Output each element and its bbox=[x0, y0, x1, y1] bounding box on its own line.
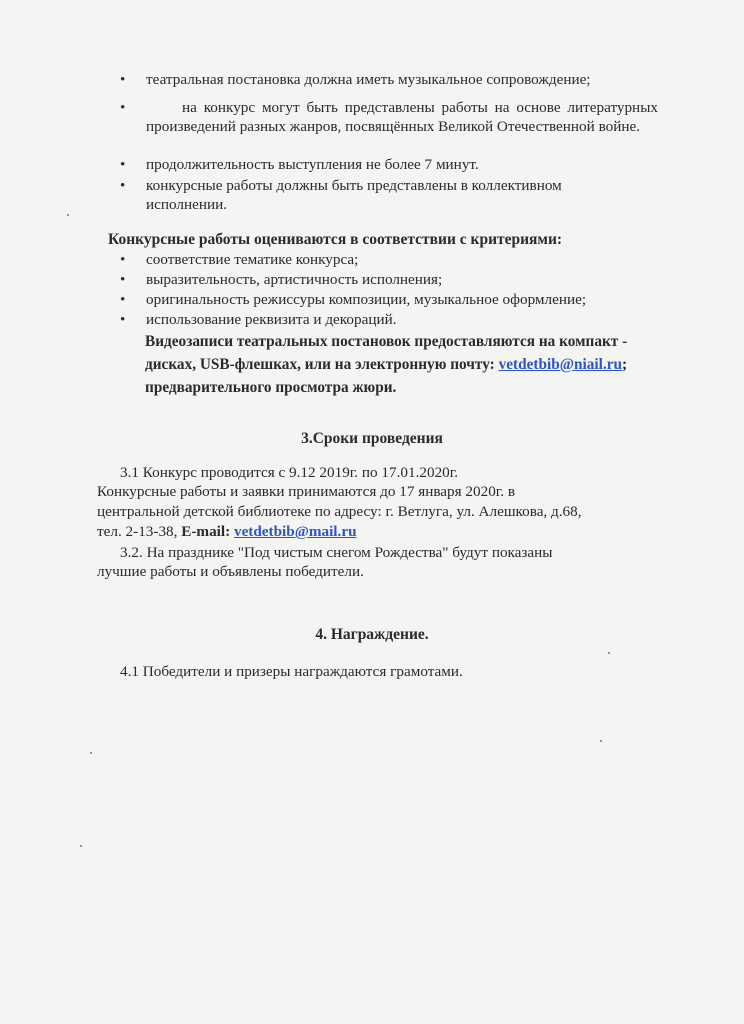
list-item-text: соответствие тематике конкурса; bbox=[146, 251, 359, 268]
section-3-title: 3.Сроки проведения bbox=[301, 430, 443, 447]
bullet-icon: • bbox=[120, 156, 126, 173]
list-item-text: использование реквизита и декораций. bbox=[146, 311, 397, 328]
section-3-p2-line2: центральной детской библиотеке по адресу: г. Ветлуга, ул. Алешкова, д.68, bbox=[97, 503, 582, 520]
bullet-icon: • bbox=[120, 99, 126, 116]
list-item bbox=[120, 250, 660, 269]
bullet-icon: • bbox=[120, 71, 126, 88]
list-item-text: театральная постановка должна иметь музыкальное сопровождение; bbox=[146, 71, 591, 88]
video-note-line2-suffix: ; bbox=[622, 356, 628, 373]
list-item-text: оригинальность режиссуры композиции, музыкальное оформление; bbox=[146, 291, 587, 308]
section-4-title: 4. Награждение. bbox=[315, 626, 429, 643]
email-link[interactable]: vetdetbib@niail.ru bbox=[498, 356, 623, 373]
bullet-icon: • bbox=[120, 291, 126, 308]
scan-speck bbox=[600, 740, 602, 742]
list-item bbox=[120, 176, 620, 214]
section-3-p3-line1: 3.2. На празднике "Под чистым снегом Рождества" будут показаны bbox=[120, 544, 553, 561]
section-4-p1: 4.1 Победители и призеры награждаются грамотами. bbox=[120, 663, 463, 680]
list-item bbox=[120, 98, 658, 136]
list-item-text: конкурсные работы должны быть представлены в коллективном исполнении. bbox=[146, 177, 562, 213]
video-note-line1: Видеозаписи театральных постановок предоставляются на компакт - bbox=[145, 333, 628, 350]
list-item-text: выразительность, артистичность исполнения; bbox=[146, 271, 443, 288]
bullet-icon: • bbox=[120, 177, 126, 194]
section-3-p1: 3.1 Конкурс проводится с 9.12 2019г. по 17.01.2020г. bbox=[120, 464, 459, 481]
scan-speck bbox=[608, 652, 610, 654]
video-note-line2-text: дисках, USB-флешках, или на электронную почту: bbox=[145, 356, 499, 373]
section-3-p2-line3 bbox=[97, 522, 357, 541]
scan-speck bbox=[90, 752, 92, 754]
bullet-icon: • bbox=[120, 251, 126, 268]
phone-text: тел. 2-13-38, bbox=[97, 523, 182, 540]
email-label: E-mail: bbox=[181, 523, 231, 540]
bullet-icon: • bbox=[120, 271, 126, 288]
video-note-line2 bbox=[145, 355, 627, 374]
video-note-line3: предварительного просмотра жюри. bbox=[145, 379, 397, 396]
section-3-p3-line2: лучшие работы и объявлены победители. bbox=[97, 563, 364, 580]
bullet-icon: • bbox=[120, 311, 126, 328]
list-item bbox=[120, 155, 660, 174]
list-item bbox=[120, 70, 660, 89]
scan-speck bbox=[67, 214, 69, 216]
list-item bbox=[120, 310, 660, 329]
list-item-text: продолжительность выступления не более 7 минут. bbox=[146, 156, 479, 173]
list-item-text: на конкурс могут быть представлены работы на основе литературных произведений разных жанров, посвящённых Великой Отечественной войне. bbox=[146, 99, 658, 135]
email-link[interactable]: vetdetbib@mail.ru bbox=[233, 523, 357, 540]
criteria-heading: Конкурсные работы оцениваются в соответствии с критериями: bbox=[108, 231, 563, 248]
scan-speck bbox=[80, 845, 82, 847]
list-item bbox=[120, 290, 660, 309]
section-3-p2-line1: Конкурсные работы и заявки принимаются до 17 января 2020г. в bbox=[97, 483, 516, 500]
list-item bbox=[120, 270, 660, 289]
